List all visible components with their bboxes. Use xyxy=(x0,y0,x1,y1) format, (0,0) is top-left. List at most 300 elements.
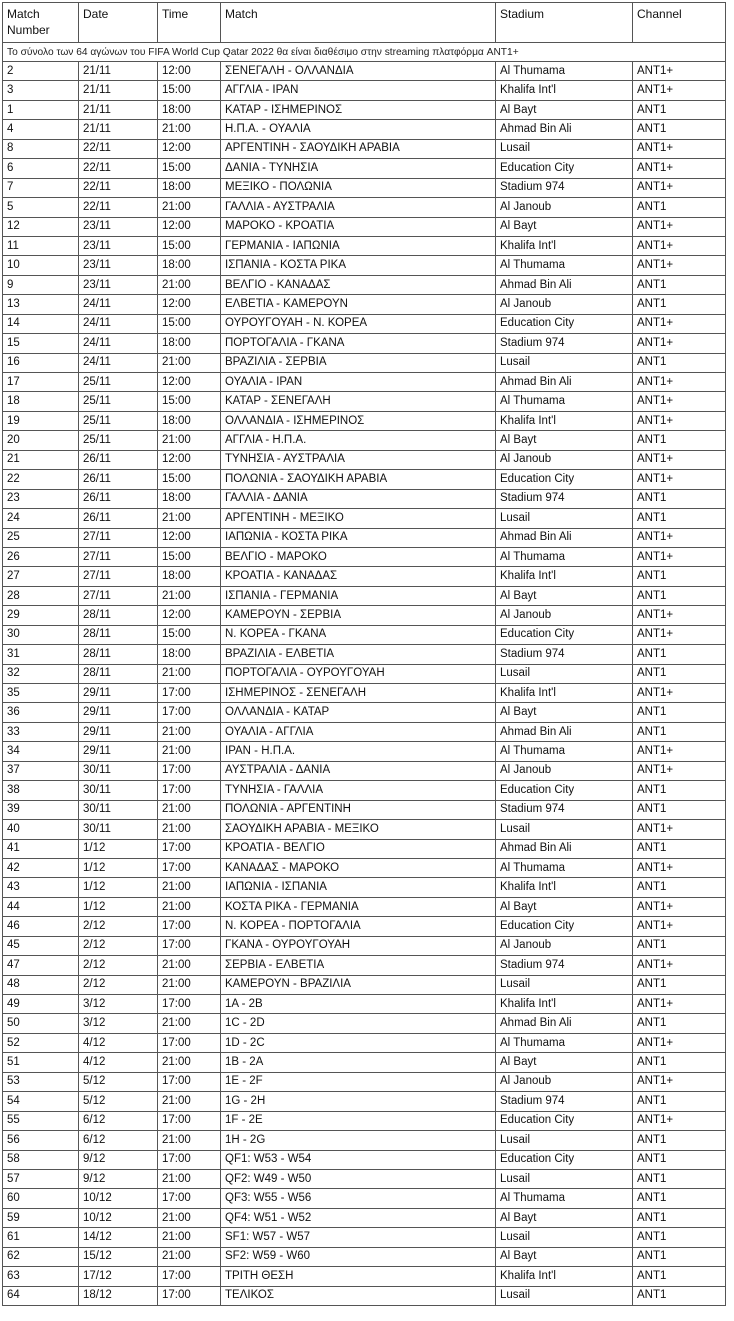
cell-time: 18:00 xyxy=(158,489,221,508)
cell-time: 17:00 xyxy=(158,703,221,722)
cell-match: ΣΕΡΒΙΑ - ΕΛΒΕΤΙΑ xyxy=(221,956,496,975)
cell-date: 30/11 xyxy=(79,761,158,780)
cell-match-number: 61 xyxy=(3,1228,79,1247)
cell-match-number: 7 xyxy=(3,178,79,197)
cell-stadium: Lusail xyxy=(496,509,633,528)
cell-time: 21:00 xyxy=(158,1131,221,1150)
cell-date: 24/11 xyxy=(79,334,158,353)
cell-match: ΑΓΓΛΙΑ - Η.Π.Α. xyxy=(221,431,496,450)
cell-channel: ANT1+ xyxy=(633,159,726,178)
cell-channel: ANT1 xyxy=(633,722,726,741)
cell-match: ΑΡΓΕΝΤΙΝΗ - ΜΕΞΙΚΟ xyxy=(221,509,496,528)
cell-date: 1/12 xyxy=(79,858,158,877)
cell-channel: ANT1 xyxy=(633,781,726,800)
cell-channel: ANT1 xyxy=(633,975,726,994)
table-row xyxy=(3,975,726,994)
table-row xyxy=(3,761,726,780)
table-row xyxy=(3,839,726,858)
cell-match: ΚΟΣΤΑ ΡΙΚΑ - ΓΕΡΜΑΝΙΑ xyxy=(221,897,496,916)
cell-stadium: Khalifa Int'l xyxy=(496,1267,633,1286)
cell-match-number: 26 xyxy=(3,547,79,566)
cell-time: 21:00 xyxy=(158,1014,221,1033)
cell-time: 18:00 xyxy=(158,256,221,275)
cell-date: 27/11 xyxy=(79,567,158,586)
cell-stadium: Education City xyxy=(496,1150,633,1169)
cell-match: ΒΕΛΓΙΟ - ΜΑΡΟΚΟ xyxy=(221,547,496,566)
cell-match-number: 10 xyxy=(3,256,79,275)
cell-date: 10/12 xyxy=(79,1189,158,1208)
table-row xyxy=(3,256,726,275)
cell-date: 27/11 xyxy=(79,547,158,566)
cell-match-number: 4 xyxy=(3,120,79,139)
table-row xyxy=(3,528,726,547)
cell-stadium: Al Bayt xyxy=(496,897,633,916)
cell-match-number: 57 xyxy=(3,1169,79,1188)
cell-stadium: Education City xyxy=(496,159,633,178)
cell-stadium: Khalifa Int'l xyxy=(496,995,633,1014)
cell-channel: ANT1+ xyxy=(633,1072,726,1091)
cell-match: ΟΛΛΑΝΔΙΑ - ΙΣΗΜΕΡΙΝΟΣ xyxy=(221,411,496,430)
table-row xyxy=(3,198,726,217)
cell-date: 29/11 xyxy=(79,703,158,722)
cell-match: ΣΑΟΥΔΙΚΗ ΑΡΑΒΙΑ - ΜΕΞΙΚΟ xyxy=(221,820,496,839)
cell-stadium: Ahmad Bin Ali xyxy=(496,1014,633,1033)
cell-stadium: Ahmad Bin Ali xyxy=(496,722,633,741)
cell-stadium: Al Bayt xyxy=(496,1053,633,1072)
table-row xyxy=(3,995,726,1014)
cell-match: ΙΑΠΩΝΙΑ - ΙΣΠΑΝΙΑ xyxy=(221,878,496,897)
cell-match: ΣΕΝΕΓΑΛΗ - ΟΛΛΑΝΔΙΑ xyxy=(221,62,496,81)
table-row xyxy=(3,62,726,81)
table-row xyxy=(3,1092,726,1111)
cell-time: 17:00 xyxy=(158,761,221,780)
table-row xyxy=(3,878,726,897)
cell-stadium: Lusail xyxy=(496,1228,633,1247)
cell-date: 21/11 xyxy=(79,81,158,100)
cell-match: ΟΥΑΛΙΑ - ΑΓΓΛΙΑ xyxy=(221,722,496,741)
cell-time: 21:00 xyxy=(158,1053,221,1072)
cell-match: ΒΕΛΓΙΟ - ΚΑΝΑΔΑΣ xyxy=(221,275,496,294)
cell-channel: ANT1 xyxy=(633,1228,726,1247)
cell-match: ΚΑΤΑΡ - ΙΣΗΜΕΡΙΝΟΣ xyxy=(221,100,496,119)
cell-date: 30/11 xyxy=(79,820,158,839)
cell-time: 17:00 xyxy=(158,917,221,936)
table-row xyxy=(3,684,726,703)
cell-date: 2/12 xyxy=(79,975,158,994)
cell-channel: ANT1+ xyxy=(633,956,726,975)
cell-channel: ANT1+ xyxy=(633,411,726,430)
cell-match: ΓΑΛΛΙΑ - ΑΥΣΤΡΑΛΙΑ xyxy=(221,198,496,217)
table-row xyxy=(3,1189,726,1208)
cell-stadium: Al Janoub xyxy=(496,295,633,314)
cell-match-number: 51 xyxy=(3,1053,79,1072)
cell-match: ΚΡΟΑΤΙΑ - ΚΑΝΑΔΑΣ xyxy=(221,567,496,586)
cell-date: 28/11 xyxy=(79,645,158,664)
cell-date: 21/11 xyxy=(79,100,158,119)
cell-channel: ANT1 xyxy=(633,839,726,858)
cell-match-number: 33 xyxy=(3,722,79,741)
table-row xyxy=(3,1033,726,1052)
cell-date: 26/11 xyxy=(79,489,158,508)
cell-date: 18/12 xyxy=(79,1286,158,1305)
cell-time: 21:00 xyxy=(158,742,221,761)
cell-date: 24/11 xyxy=(79,314,158,333)
cell-match: QF1: W53 - W54 xyxy=(221,1150,496,1169)
cell-channel: ANT1 xyxy=(633,800,726,819)
cell-stadium: Lusail xyxy=(496,139,633,158)
cell-channel: ANT1+ xyxy=(633,858,726,877)
cell-match-number: 62 xyxy=(3,1247,79,1266)
cell-match-number: 37 xyxy=(3,761,79,780)
cell-date: 22/11 xyxy=(79,159,158,178)
table-row xyxy=(3,275,726,294)
table-row xyxy=(3,178,726,197)
cell-channel: ANT1+ xyxy=(633,528,726,547)
cell-time: 18:00 xyxy=(158,411,221,430)
cell-time: 17:00 xyxy=(158,936,221,955)
cell-time: 18:00 xyxy=(158,567,221,586)
cell-date: 5/12 xyxy=(79,1092,158,1111)
cell-channel: ANT1 xyxy=(633,567,726,586)
cell-time: 12:00 xyxy=(158,217,221,236)
table-row xyxy=(3,1053,726,1072)
table-row xyxy=(3,1014,726,1033)
note-row xyxy=(3,43,726,62)
cell-time: 21:00 xyxy=(158,198,221,217)
cell-match: ΠΟΛΩΝΙΑ - ΣΑΟΥΔΙΚΗ ΑΡΑΒΙΑ xyxy=(221,470,496,489)
cell-channel: ANT1+ xyxy=(633,178,726,197)
cell-channel: ANT1 xyxy=(633,645,726,664)
cell-date: 28/11 xyxy=(79,625,158,644)
cell-time: 17:00 xyxy=(158,1111,221,1130)
cell-stadium: Education City xyxy=(496,781,633,800)
cell-date: 28/11 xyxy=(79,606,158,625)
cell-date: 23/11 xyxy=(79,217,158,236)
cell-stadium: Khalifa Int'l xyxy=(496,236,633,255)
cell-match: ΚΡΟΑΤΙΑ - ΒΕΛΓΙΟ xyxy=(221,839,496,858)
cell-stadium: Al Bayt xyxy=(496,586,633,605)
table-row xyxy=(3,470,726,489)
cell-stadium: Al Bayt xyxy=(496,431,633,450)
cell-channel: ANT1+ xyxy=(633,139,726,158)
header-date: Date xyxy=(79,3,158,43)
cell-match-number: 53 xyxy=(3,1072,79,1091)
cell-stadium: Ahmad Bin Ali xyxy=(496,120,633,139)
cell-date: 24/11 xyxy=(79,295,158,314)
cell-date: 25/11 xyxy=(79,431,158,450)
cell-channel: ANT1 xyxy=(633,353,726,372)
cell-match: 1D - 2C xyxy=(221,1033,496,1052)
cell-match-number: 36 xyxy=(3,703,79,722)
cell-stadium: Education City xyxy=(496,1111,633,1130)
cell-stadium: Ahmad Bin Ali xyxy=(496,275,633,294)
cell-date: 22/11 xyxy=(79,198,158,217)
cell-stadium: Al Janoub xyxy=(496,198,633,217)
cell-match: ΜΕΞΙΚΟ - ΠΟΛΩΝΙΑ xyxy=(221,178,496,197)
cell-match: ΙΣΠΑΝΙΑ - ΚΟΣΤΑ ΡΙΚΑ xyxy=(221,256,496,275)
table-row xyxy=(3,722,726,741)
cell-date: 9/12 xyxy=(79,1169,158,1188)
cell-match-number: 60 xyxy=(3,1189,79,1208)
cell-date: 25/11 xyxy=(79,373,158,392)
cell-match-number: 9 xyxy=(3,275,79,294)
cell-date: 29/11 xyxy=(79,742,158,761)
cell-date: 15/12 xyxy=(79,1247,158,1266)
cell-channel: ANT1 xyxy=(633,295,726,314)
cell-time: 12:00 xyxy=(158,295,221,314)
cell-stadium: Al Janoub xyxy=(496,1072,633,1091)
cell-time: 21:00 xyxy=(158,1169,221,1188)
cell-time: 17:00 xyxy=(158,1033,221,1052)
cell-stadium: Ahmad Bin Ali xyxy=(496,373,633,392)
cell-time: 21:00 xyxy=(158,664,221,683)
cell-channel: ANT1 xyxy=(633,1169,726,1188)
cell-stadium: Stadium 974 xyxy=(496,178,633,197)
cell-match: SF1: W57 - W57 xyxy=(221,1228,496,1247)
cell-match-number: 13 xyxy=(3,295,79,314)
cell-time: 21:00 xyxy=(158,722,221,741)
cell-time: 15:00 xyxy=(158,625,221,644)
cell-stadium: Lusail xyxy=(496,820,633,839)
cell-match-number: 38 xyxy=(3,781,79,800)
cell-match-number: 12 xyxy=(3,217,79,236)
cell-match: ΑΥΣΤΡΑΛΙΑ - ΔΑΝΙΑ xyxy=(221,761,496,780)
cell-match-number: 1 xyxy=(3,100,79,119)
cell-time: 21:00 xyxy=(158,878,221,897)
cell-match-number: 56 xyxy=(3,1131,79,1150)
cell-time: 15:00 xyxy=(158,547,221,566)
cell-match-number: 27 xyxy=(3,567,79,586)
cell-match: QF2: W49 - W50 xyxy=(221,1169,496,1188)
cell-match: ΚΑΜΕΡΟΥΝ - ΣΕΡΒΙΑ xyxy=(221,606,496,625)
cell-match-number: 58 xyxy=(3,1150,79,1169)
table-row xyxy=(3,450,726,469)
cell-stadium: Khalifa Int'l xyxy=(496,684,633,703)
cell-time: 21:00 xyxy=(158,820,221,839)
cell-time: 17:00 xyxy=(158,781,221,800)
table-row xyxy=(3,411,726,430)
cell-stadium: Al Bayt xyxy=(496,100,633,119)
cell-stadium: Education City xyxy=(496,314,633,333)
cell-time: 17:00 xyxy=(158,1072,221,1091)
cell-match: ΚΑΤΑΡ - ΣΕΝΕΓΑΛΗ xyxy=(221,392,496,411)
table-row xyxy=(3,334,726,353)
cell-date: 30/11 xyxy=(79,800,158,819)
cell-time: 18:00 xyxy=(158,334,221,353)
cell-time: 21:00 xyxy=(158,956,221,975)
cell-match: ΔΑΝΙΑ - ΤΥΝΗΣΙΑ xyxy=(221,159,496,178)
cell-match: ΟΥΡΟΥΓΟΥΑΗ - Ν. ΚΟΡΕΑ xyxy=(221,314,496,333)
table-row xyxy=(3,1150,726,1169)
cell-date: 2/12 xyxy=(79,917,158,936)
cell-date: 3/12 xyxy=(79,995,158,1014)
cell-stadium: Al Thumama xyxy=(496,1189,633,1208)
cell-stadium: Ahmad Bin Ali xyxy=(496,839,633,858)
cell-channel: ANT1+ xyxy=(633,995,726,1014)
cell-match-number: 25 xyxy=(3,528,79,547)
cell-match-number: 17 xyxy=(3,373,79,392)
cell-date: 17/12 xyxy=(79,1267,158,1286)
cell-stadium: Education City xyxy=(496,470,633,489)
cell-match: 1H - 2G xyxy=(221,1131,496,1150)
cell-date: 10/12 xyxy=(79,1208,158,1227)
cell-match-number: 2 xyxy=(3,62,79,81)
cell-channel: ANT1+ xyxy=(633,62,726,81)
cell-date: 4/12 xyxy=(79,1033,158,1052)
cell-time: 15:00 xyxy=(158,470,221,489)
cell-time: 15:00 xyxy=(158,392,221,411)
cell-channel: ANT1+ xyxy=(633,392,726,411)
cell-channel: ANT1 xyxy=(633,1267,726,1286)
table-row xyxy=(3,800,726,819)
cell-stadium: Al Thumama xyxy=(496,392,633,411)
cell-channel: ANT1 xyxy=(633,936,726,955)
cell-match-number: 20 xyxy=(3,431,79,450)
cell-match-number: 63 xyxy=(3,1267,79,1286)
cell-date: 2/12 xyxy=(79,956,158,975)
cell-match: QF3: W55 - W56 xyxy=(221,1189,496,1208)
cell-match-number: 39 xyxy=(3,800,79,819)
table-row xyxy=(3,1247,726,1266)
table-row xyxy=(3,781,726,800)
cell-channel: ANT1 xyxy=(633,1208,726,1227)
cell-date: 27/11 xyxy=(79,528,158,547)
header-time: Time xyxy=(158,3,221,43)
cell-match: ΚΑΝΑΔΑΣ - ΜΑΡΟΚΟ xyxy=(221,858,496,877)
cell-match: ΓΚΑΝΑ - ΟΥΡΟΥΓΟΥΑΗ xyxy=(221,936,496,955)
header-row xyxy=(3,3,726,43)
cell-time: 21:00 xyxy=(158,1228,221,1247)
cell-channel: ANT1 xyxy=(633,198,726,217)
cell-date: 5/12 xyxy=(79,1072,158,1091)
cell-time: 21:00 xyxy=(158,1247,221,1266)
cell-date: 24/11 xyxy=(79,353,158,372)
cell-match: ΒΡΑΖΙΛΙΑ - ΣΕΡΒΙΑ xyxy=(221,353,496,372)
cell-date: 6/12 xyxy=(79,1111,158,1130)
cell-match: ΙΣΗΜΕΡΙΝΟΣ - ΣΕΝΕΓΑΛΗ xyxy=(221,684,496,703)
cell-match: ΤΥΝΗΣΙΑ - ΓΑΛΛΙΑ xyxy=(221,781,496,800)
cell-stadium: Stadium 974 xyxy=(496,489,633,508)
cell-stadium: Khalifa Int'l xyxy=(496,81,633,100)
cell-match: ΟΥΑΛΙΑ - ΙΡΑΝ xyxy=(221,373,496,392)
cell-match-number: 59 xyxy=(3,1208,79,1227)
cell-time: 17:00 xyxy=(158,684,221,703)
cell-time: 12:00 xyxy=(158,139,221,158)
cell-stadium: Al Bayt xyxy=(496,703,633,722)
cell-time: 12:00 xyxy=(158,606,221,625)
table-row xyxy=(3,917,726,936)
table-row xyxy=(3,1208,726,1227)
cell-stadium: Khalifa Int'l xyxy=(496,567,633,586)
cell-match-number: 52 xyxy=(3,1033,79,1052)
table-row xyxy=(3,120,726,139)
cell-match-number: 49 xyxy=(3,995,79,1014)
cell-match-number: 30 xyxy=(3,625,79,644)
cell-channel: ANT1+ xyxy=(633,81,726,100)
cell-date: 30/11 xyxy=(79,781,158,800)
cell-date: 25/11 xyxy=(79,392,158,411)
cell-stadium: Lusail xyxy=(496,1169,633,1188)
cell-channel: ANT1 xyxy=(633,1092,726,1111)
cell-date: 14/12 xyxy=(79,1228,158,1247)
table-row xyxy=(3,100,726,119)
cell-match: 1A - 2B xyxy=(221,995,496,1014)
cell-match-number: 47 xyxy=(3,956,79,975)
header-channel: Channel xyxy=(633,3,726,43)
cell-channel: ANT1 xyxy=(633,664,726,683)
cell-match: ΒΡΑΖΙΛΙΑ - ΕΛΒΕΤΙΑ xyxy=(221,645,496,664)
table-row xyxy=(3,295,726,314)
header-stadium: Stadium xyxy=(496,3,633,43)
cell-stadium: Stadium 974 xyxy=(496,956,633,975)
cell-date: 3/12 xyxy=(79,1014,158,1033)
cell-date: 26/11 xyxy=(79,450,158,469)
cell-match-number: 24 xyxy=(3,509,79,528)
cell-channel: ANT1+ xyxy=(633,897,726,916)
cell-channel: ANT1+ xyxy=(633,606,726,625)
cell-stadium: Lusail xyxy=(496,353,633,372)
cell-match-number: 41 xyxy=(3,839,79,858)
cell-time: 17:00 xyxy=(158,1286,221,1305)
cell-channel: ANT1 xyxy=(633,431,726,450)
cell-match-number: 28 xyxy=(3,586,79,605)
cell-time: 21:00 xyxy=(158,431,221,450)
table-row xyxy=(3,159,726,178)
cell-date: 1/12 xyxy=(79,839,158,858)
cell-stadium: Stadium 974 xyxy=(496,645,633,664)
cell-match: QF4: W51 - W52 xyxy=(221,1208,496,1227)
cell-time: 21:00 xyxy=(158,509,221,528)
cell-time: 12:00 xyxy=(158,62,221,81)
cell-date: 2/12 xyxy=(79,936,158,955)
cell-stadium: Stadium 974 xyxy=(496,1092,633,1111)
cell-channel: ANT1 xyxy=(633,100,726,119)
table-header xyxy=(3,3,726,43)
cell-match-number: 42 xyxy=(3,858,79,877)
cell-channel: ANT1+ xyxy=(633,684,726,703)
table-row xyxy=(3,431,726,450)
cell-match-number: 32 xyxy=(3,664,79,683)
cell-match-number: 11 xyxy=(3,236,79,255)
table-row xyxy=(3,1072,726,1091)
cell-time: 17:00 xyxy=(158,839,221,858)
cell-stadium: Al Thumama xyxy=(496,547,633,566)
cell-match-number: 50 xyxy=(3,1014,79,1033)
cell-match-number: 5 xyxy=(3,198,79,217)
cell-stadium: Al Bayt xyxy=(496,1208,633,1227)
cell-match-number: 18 xyxy=(3,392,79,411)
cell-stadium: Lusail xyxy=(496,1131,633,1150)
cell-match-number: 43 xyxy=(3,878,79,897)
cell-match: ΠΟΡΤΟΓΑΛΙΑ - ΓΚΑΝΑ xyxy=(221,334,496,353)
table-row xyxy=(3,820,726,839)
table-row xyxy=(3,1131,726,1150)
table-row xyxy=(3,742,726,761)
cell-match: 1B - 2A xyxy=(221,1053,496,1072)
table-row xyxy=(3,1286,726,1305)
cell-channel: ANT1+ xyxy=(633,334,726,353)
cell-match-number: 44 xyxy=(3,897,79,916)
cell-date: 22/11 xyxy=(79,178,158,197)
cell-stadium: Al Thumama xyxy=(496,858,633,877)
cell-match: ΙΑΠΩΝΙΑ - ΚΟΣΤΑ ΡΙΚΑ xyxy=(221,528,496,547)
cell-match-number: 8 xyxy=(3,139,79,158)
cell-time: 17:00 xyxy=(158,858,221,877)
cell-channel: ANT1 xyxy=(633,120,726,139)
cell-channel: ANT1 xyxy=(633,1189,726,1208)
cell-match: ΙΣΠΑΝΙΑ - ΓΕΡΜΑΝΙΑ xyxy=(221,586,496,605)
cell-time: 21:00 xyxy=(158,1208,221,1227)
